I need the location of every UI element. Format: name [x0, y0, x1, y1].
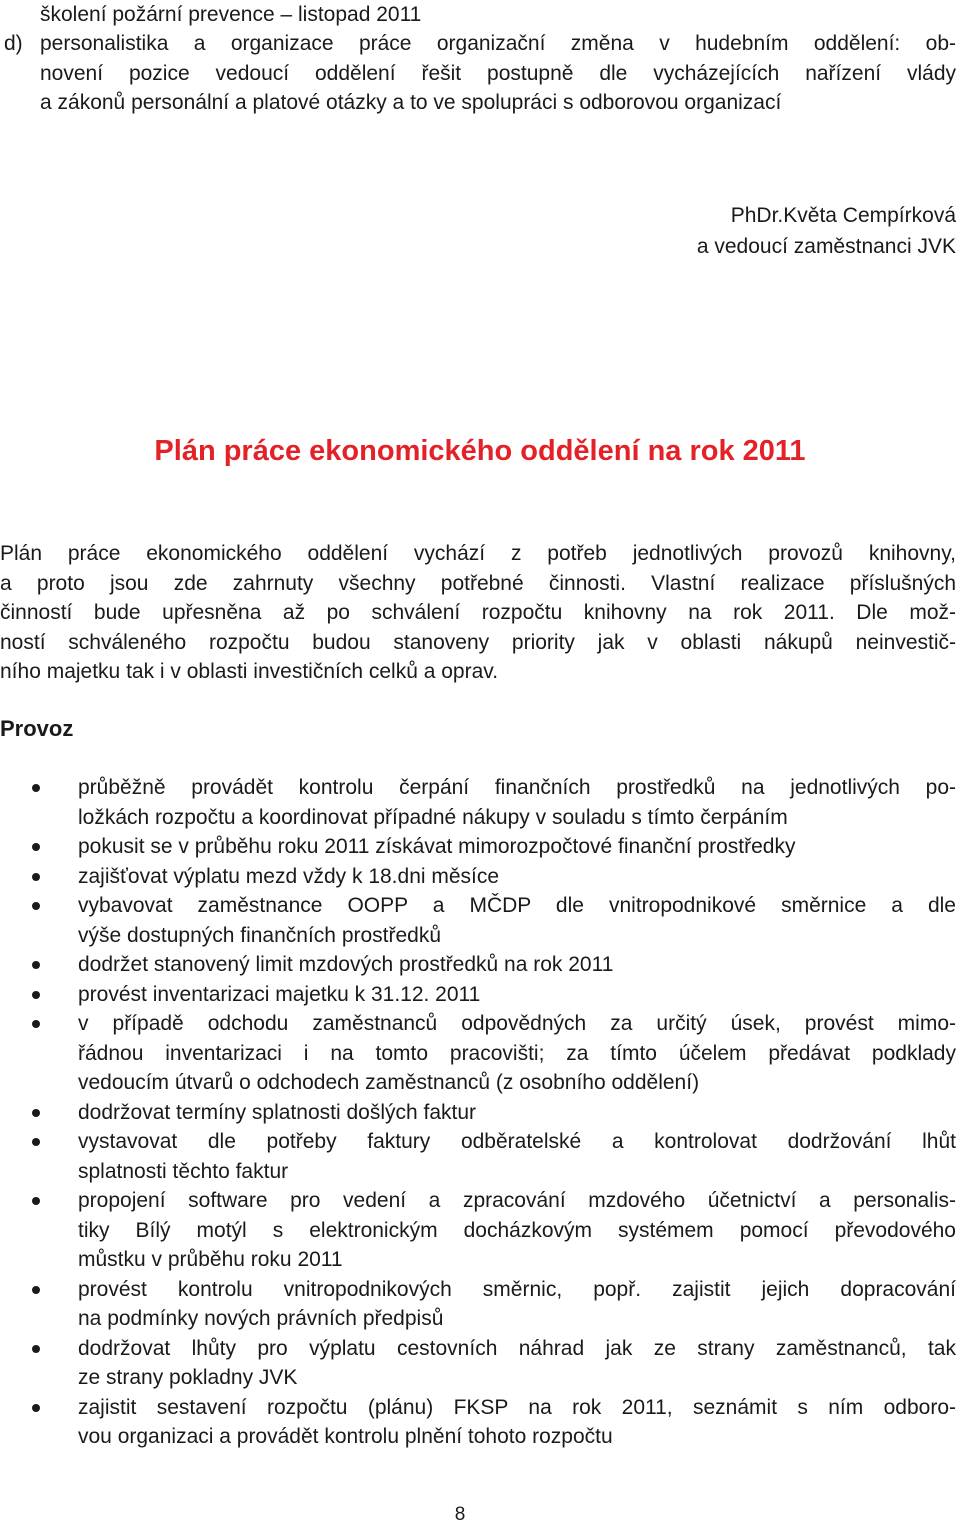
- bullet-line: ze strany pokladny JVK: [78, 1366, 298, 1389]
- page-number: 8: [454, 1504, 466, 1525]
- bullet-line: vystavovat dle potřeby faktury odběratelské a kontrolovat dodržování lhůt: [78, 1130, 956, 1153]
- list-item: [0, 1127, 956, 1186]
- intro-line: činností bude upřesněna až po schválení rozpočtu knihovny na rok 2011. Dle mož-: [0, 601, 956, 624]
- bullet-line: provést inventarizaci majetku k 31.12. 2011: [78, 982, 481, 1006]
- bullet-line: na podmínky nových právních předpisů: [78, 1307, 444, 1330]
- bullet-dot-icon: [32, 784, 40, 792]
- page-title: Plán práce ekonomického oddělení na rok 2011: [154, 435, 806, 467]
- bullet-text: [78, 1334, 956, 1393]
- bullet-dot-icon: [32, 873, 40, 881]
- bullet-line: dodržet stanovený limit mzdových prostředků na rok 2011: [78, 953, 614, 976]
- bullet-dot-icon: [32, 991, 40, 999]
- signature-block: [697, 200, 956, 262]
- bullet-line: průběžně provádět kontrolu čerpání finančních prostředků na jednotlivých po-: [78, 776, 956, 799]
- list-item: [0, 891, 956, 950]
- bullet-text: [78, 980, 956, 1010]
- bullet-dot-icon: [32, 902, 40, 910]
- intro-line: a proto jsou zde zahrnuty všechny potřebné činnosti. Vlastní realizace příslušných: [0, 571, 956, 595]
- bullet-text: [78, 773, 956, 832]
- bullet-dot-icon: [32, 961, 40, 969]
- bullet-dot-icon: [32, 1197, 40, 1205]
- list-item: [0, 1009, 956, 1098]
- section-heading-provoz: Provoz: [0, 716, 74, 741]
- intro-line: ního majetku tak i v oblasti investičních celků a oprav.: [0, 660, 499, 683]
- bullet-line: pokusit se v průběhu roku 2011 získávat mimorozpočtové finanční prostředky: [78, 835, 796, 858]
- intro-line: Plán práce ekonomického oddělení vychází z potřeb jednotlivých provozů knihovny,: [0, 542, 956, 565]
- bullet-text: [78, 1186, 956, 1275]
- bullet-dot-icon: [32, 1404, 40, 1412]
- signature-role: a vedoucí zaměstnanci JVK: [696, 235, 956, 258]
- item-d-line: a zákonů personální a platové otázky a to ve spolupráci s odborovou organizací: [40, 91, 782, 114]
- bullet-text: [78, 891, 956, 950]
- list-item: [0, 1334, 956, 1393]
- list-item: [0, 1393, 956, 1452]
- item-d-label: d): [4, 32, 23, 55]
- list-item: [0, 832, 956, 862]
- bullet-dot-icon: [32, 1345, 40, 1353]
- bullet-dot-icon: [32, 843, 40, 851]
- list-item: [0, 862, 956, 892]
- bullet-line: zajišťovat výplatu mezd vždy k 18.dni měsíce: [78, 864, 500, 888]
- top-line: školení požární prevence – listopad 2011: [40, 3, 422, 26]
- bullet-line: můstku v průběhu roku 2011: [78, 1248, 343, 1271]
- bullet-line: ložkách rozpočtu a koordinovat případné nákupy v souladu s tímto čerpáním: [78, 805, 788, 829]
- bullet-text: [78, 1275, 956, 1334]
- item-d-body: [40, 29, 956, 118]
- list-item: [0, 1098, 956, 1128]
- bullet-line: propojení software pro vedení a zpracování mzdového účetnictví a personalis-: [78, 1189, 956, 1212]
- bullet-list: [0, 773, 956, 1452]
- bullet-dot-icon: [32, 1020, 40, 1028]
- item-d-line: novení pozice vedoucí oddělení řešit postupně dle vycházejících nařízení vlády: [40, 61, 956, 85]
- list-item: [0, 980, 956, 1010]
- bullet-line: tiky Bílý motýl s elektronickým docházkovým systémem pomocí převodového: [78, 1218, 956, 1242]
- bullet-dot-icon: [32, 1286, 40, 1294]
- bullet-text: [78, 1098, 956, 1128]
- bullet-line: vedoucím útvarů o odchodech zaměstnanců (z osobního oddělení): [78, 1071, 700, 1094]
- bullet-line: vou organizaci a provádět kontrolu plnění tohoto rozpočtu: [78, 1425, 613, 1448]
- bullet-line: řádnou inventarizaci i na tomto pracovišti; za tímto účelem předávat podklady: [78, 1041, 956, 1065]
- bullet-line: vybavovat zaměstnance OOPP a MČDP dle vnitropodnikové směrnice a dle: [78, 894, 956, 917]
- bullet-line: splatnosti těchto faktur: [78, 1159, 289, 1183]
- bullet-text: [78, 1393, 956, 1452]
- bullet-line: dodržovat lhůty pro výplatu cestovních náhrad jak ze strany zaměstnanců, tak: [78, 1336, 956, 1360]
- list-item: [0, 1186, 956, 1275]
- bullet-text: [78, 1127, 956, 1186]
- bullet-dot-icon: [32, 1109, 40, 1117]
- bullet-line: výše dostupných finančních prostředků: [78, 923, 442, 947]
- bullet-line: provést kontrolu vnitropodnikových směrnic, popř. zajistit jejich dopracování: [78, 1277, 956, 1301]
- list-item: [0, 773, 956, 832]
- intro-paragraph: [0, 539, 956, 687]
- bullet-line: zajistit sestavení rozpočtu (plánu) FKSP na rok 2011, seznámit s ním odboro-: [78, 1395, 956, 1419]
- bullet-text: [78, 1009, 956, 1098]
- bullet-text: [78, 950, 956, 980]
- bullet-text: [78, 862, 956, 892]
- signature-name: PhDr.Květa Cempírková: [730, 204, 956, 227]
- bullet-dot-icon: [32, 1138, 40, 1146]
- list-item: [0, 950, 956, 980]
- item-d-line: personalistika a organizace práce organizační změna v hudebním oddělení: ob-: [40, 32, 956, 55]
- list-item: [0, 1275, 956, 1334]
- bullet-text: [78, 832, 956, 862]
- bullet-line: v případě odchodu zaměstnanců odpovědných za určitý úsek, provést mimo-: [78, 1012, 956, 1035]
- bullet-line: dodržovat termíny splatnosti došlých faktur: [78, 1100, 477, 1124]
- intro-line: ností schváleného rozpočtu budou stanoveny priority jak v oblasti nákupů neinvestič-: [0, 630, 956, 654]
